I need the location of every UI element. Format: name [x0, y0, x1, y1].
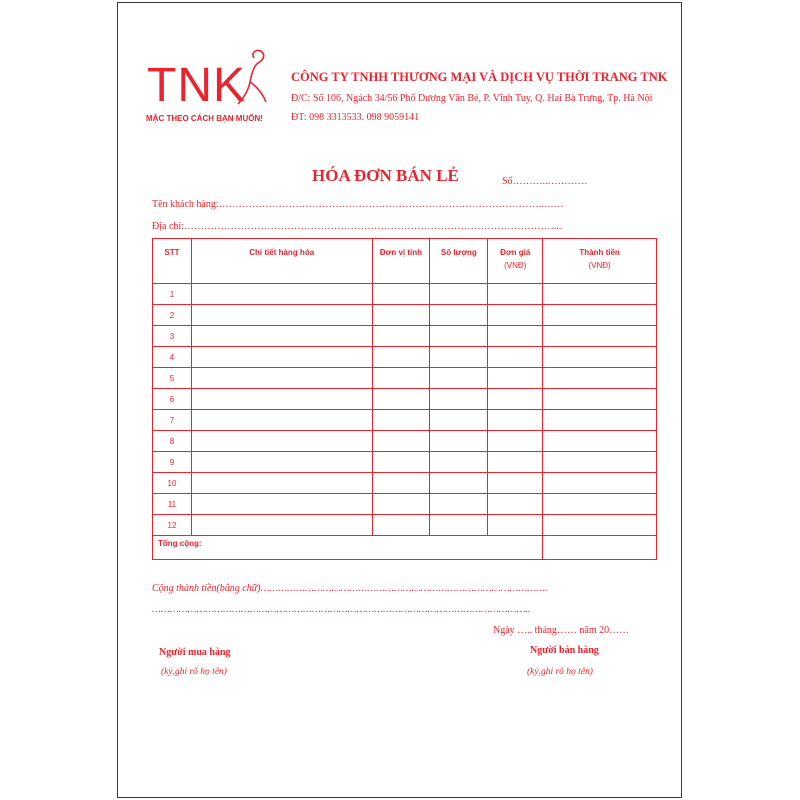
table-cell[interactable] — [488, 347, 543, 368]
table-row — [153, 410, 657, 431]
table-cell[interactable] — [543, 368, 657, 389]
table-cell[interactable] — [372, 473, 430, 494]
table-cell[interactable] — [488, 284, 543, 305]
table-cell[interactable] — [191, 389, 372, 410]
table-cell[interactable] — [430, 284, 488, 305]
seller-signature-label: Người bán hàng — [530, 645, 599, 656]
column-header-label: Thành tiền — [579, 248, 620, 257]
row-number: 9 — [153, 452, 192, 473]
total-value-cell[interactable] — [543, 536, 657, 560]
table-cell[interactable] — [430, 494, 488, 515]
table-cell[interactable] — [372, 515, 430, 536]
table-cell[interactable] — [191, 326, 372, 347]
table-row — [153, 452, 657, 473]
table-cell[interactable] — [430, 347, 488, 368]
customer-name-field: Tên khách hàng:……………………………………………………………………………………..…… — [152, 199, 564, 210]
table-row — [153, 389, 657, 410]
table-cell[interactable] — [543, 494, 657, 515]
table-cell[interactable] — [191, 305, 372, 326]
hanger-icon — [236, 48, 272, 106]
table-cell[interactable] — [488, 368, 543, 389]
table-row — [153, 305, 657, 326]
row-number: 2 — [153, 305, 192, 326]
total-label: Tổng cộng: — [153, 536, 543, 560]
table-cell[interactable] — [372, 347, 430, 368]
table-row — [153, 326, 657, 347]
table-cell[interactable] — [488, 410, 543, 431]
table-cell[interactable] — [372, 452, 430, 473]
table-cell[interactable] — [430, 389, 488, 410]
table-cell[interactable] — [488, 305, 543, 326]
row-number: 12 — [153, 515, 192, 536]
table-cell[interactable] — [543, 284, 657, 305]
row-number: 8 — [153, 431, 192, 452]
table-cell[interactable] — [543, 347, 657, 368]
invoice-title: HÓA ĐƠN BÁN LẺ — [312, 166, 459, 185]
customer-address-field: Địa chỉ:…………………………………………………………………………………………………... — [152, 221, 562, 232]
row-number: 3 — [153, 326, 192, 347]
table-cell[interactable] — [372, 284, 430, 305]
table-row — [153, 494, 657, 515]
table-cell[interactable] — [430, 326, 488, 347]
row-number: 1 — [153, 284, 192, 305]
logo-slogan: MẶC THEO CÁCH BẠN MUỐN! — [146, 114, 263, 123]
column-header — [543, 239, 657, 284]
table-cell[interactable] — [488, 389, 543, 410]
column-header-unit: (VNĐ) — [588, 261, 611, 270]
column-header — [153, 239, 192, 284]
table-cell[interactable] — [191, 452, 372, 473]
table-cell[interactable] — [488, 515, 543, 536]
table-cell[interactable] — [430, 410, 488, 431]
column-header-label: Đơn giá — [500, 248, 531, 257]
buyer-signature-label: Người mua hàng — [159, 647, 231, 658]
table-cell[interactable] — [488, 326, 543, 347]
table-row — [153, 473, 657, 494]
column-header — [430, 239, 488, 284]
table-cell[interactable] — [372, 389, 430, 410]
column-header-label: STT — [164, 248, 180, 257]
row-number: 6 — [153, 389, 192, 410]
table-cell[interactable] — [191, 473, 372, 494]
table-row — [153, 284, 657, 305]
table-cell[interactable] — [191, 368, 372, 389]
table-cell[interactable] — [543, 389, 657, 410]
amount-in-words-line2: ……………………………………………………………………………………………………………….. — [152, 604, 531, 615]
table-cell[interactable] — [430, 473, 488, 494]
table-cell[interactable] — [372, 410, 430, 431]
table-cell[interactable] — [372, 431, 430, 452]
company-name: CÔNG TY TNHH THƯƠNG MẠI VÀ DỊCH VỤ THỜI TRANG TNK — [291, 70, 668, 84]
invoice-number-field: Số………..………… — [502, 176, 588, 187]
table-cell[interactable] — [430, 368, 488, 389]
table-cell[interactable] — [191, 347, 372, 368]
table-cell[interactable] — [191, 410, 372, 431]
table-cell[interactable] — [191, 431, 372, 452]
company-address: Đ/C: Số 106, Ngách 34/56 Phố Dương Văn Bé, P. Vĩnh Tuy, Q. Hai Bà Trưng, Tp. Hà Nội — [291, 93, 653, 104]
table-cell[interactable] — [372, 494, 430, 515]
table-cell[interactable] — [191, 515, 372, 536]
column-header — [488, 239, 543, 284]
table-cell[interactable] — [488, 473, 543, 494]
table-row — [153, 368, 657, 389]
company-phone: ĐT: 098 3313533. 098 9059141 — [291, 112, 420, 123]
seller-signature-note: (ký,ghi rõ họ tên) — [527, 667, 593, 677]
table-cell[interactable] — [430, 431, 488, 452]
table-row — [153, 515, 657, 536]
column-header — [191, 239, 372, 284]
table-cell[interactable] — [430, 515, 488, 536]
column-header-label: Chi tiết hàng hóa — [249, 248, 315, 257]
table-row — [153, 431, 657, 452]
table-header-row — [153, 239, 657, 284]
row-number: 5 — [153, 368, 192, 389]
row-number: 11 — [153, 494, 192, 515]
table-cell[interactable] — [488, 494, 543, 515]
row-number: 4 — [153, 347, 192, 368]
total-row — [153, 536, 657, 560]
table-cell[interactable] — [191, 284, 372, 305]
table-cell[interactable] — [372, 326, 430, 347]
table-cell[interactable] — [488, 452, 543, 473]
column-header-label: Số lượng — [440, 248, 477, 257]
table-cell[interactable] — [543, 326, 657, 347]
table-row — [153, 347, 657, 368]
date-line: Ngày ….. tháng…… năm 20…… — [493, 625, 630, 636]
column-header-unit: (VNĐ) — [504, 261, 527, 270]
table-cell[interactable] — [543, 452, 657, 473]
row-number: 7 — [153, 410, 192, 431]
row-number: 10 — [153, 473, 192, 494]
table-cell[interactable] — [488, 431, 543, 452]
column-header — [372, 239, 430, 284]
table-cell[interactable] — [543, 473, 657, 494]
table-cell[interactable] — [543, 410, 657, 431]
table-cell[interactable] — [543, 431, 657, 452]
table-cell[interactable] — [372, 368, 430, 389]
column-header-label: Đơn vị tính — [379, 248, 423, 257]
table-cell[interactable] — [543, 515, 657, 536]
table-cell[interactable] — [372, 305, 430, 326]
amount-in-words-line1: Cộng thành tiền(bằng chữ)……………………………………………………………………………………. — [152, 583, 548, 594]
logo-brand: TNK — [147, 59, 246, 112]
buyer-signature-note: (ký,ghi rõ họ tên) — [161, 667, 227, 677]
invoice-table — [152, 238, 657, 560]
table-cell[interactable] — [543, 305, 657, 326]
table-cell[interactable] — [191, 494, 372, 515]
table-cell[interactable] — [430, 452, 488, 473]
table-cell[interactable] — [430, 305, 488, 326]
